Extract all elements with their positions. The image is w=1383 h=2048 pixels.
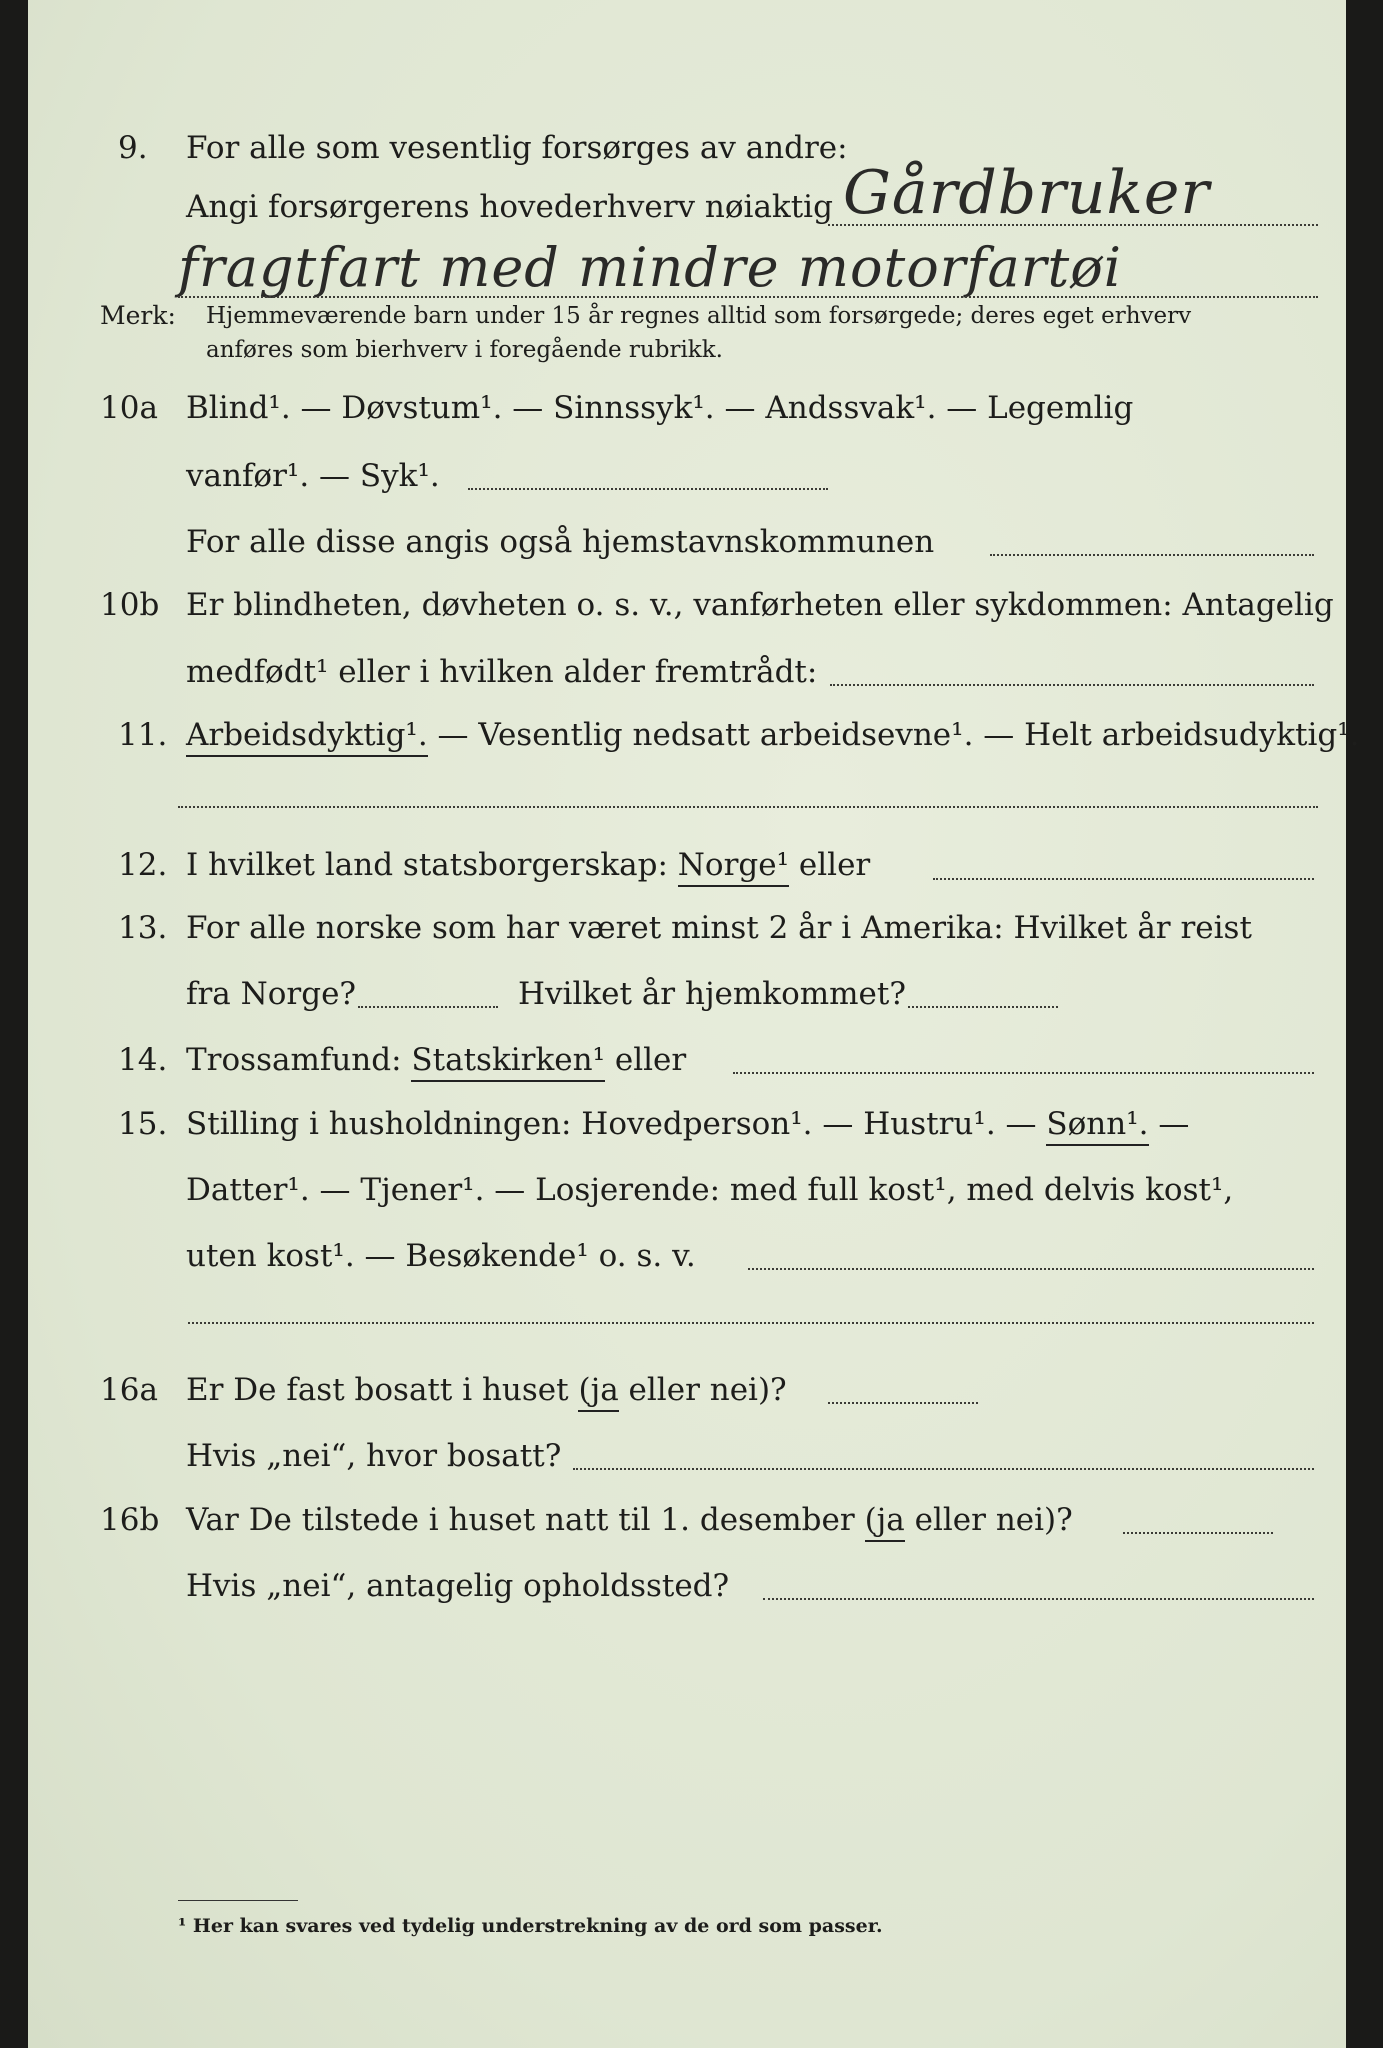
q14-text [186,1040,686,1080]
q9-number: 9. [118,130,148,166]
q12-answer-line [933,878,1314,880]
q12-question: I hvilket land statsborgerskap: [186,847,668,883]
q14-answer-line [733,1072,1314,1074]
q16b-line1a: Var De tilstede i huset natt til 1. desember [186,1502,855,1538]
q10a-line1: Blind¹. — Døvstum¹. — Sinnssyk¹. — Andssvak¹. — Legemlig [186,390,1134,426]
q10b-number: 10b [100,587,160,623]
q11-number: 11. [118,717,168,753]
q13-line2b: Hvilket år hjemkommet? [518,976,906,1012]
q16a-line1 [186,1370,787,1410]
q10a-line3: For alle disse angis også hjemstavnskommunen [186,524,935,560]
q12-number: 12. [118,847,168,883]
q15-option-sonn[interactable]: Sønn¹. [1046,1106,1148,1146]
q14-eller: eller [614,1042,687,1078]
q12-text [186,845,870,885]
q16a-line2: Hvis „nei“, hvor bosatt? [186,1438,562,1474]
footnote: ¹ Her kan svares ved tydelig understrekning av de ord som passer. [178,1915,883,1937]
q10a-line2: vanfør¹. — Syk¹. [186,458,440,494]
q16b-line1b: eller nei)? [914,1502,1073,1538]
q15-line2: Datter¹. — Tjener¹. — Losjerende: med full kost¹, med delvis kost¹, [186,1172,1234,1208]
q15-line1 [186,1104,1189,1144]
q9-handwritten-answer2: fragtfart med mindre motorfartøi [178,236,1122,299]
q13-number: 13. [118,910,168,946]
q16b-opholdssted-line [763,1598,1314,1600]
q16a-line1b: eller nei)? [628,1372,787,1408]
q9-line2: Angi forsørgerens hovederhverv nøiaktig [186,189,833,225]
q16a-line1a: Er De fast bosatt i huset [186,1372,569,1408]
q12-eller: eller [798,847,871,883]
q12-option-norge[interactable]: Norge¹ [678,847,789,887]
q15-extra-line [188,1322,1314,1324]
q15-answer-line [748,1268,1314,1270]
q16b-option-ja[interactable]: (ja [865,1502,905,1542]
q16a-answer-line [828,1402,978,1404]
q13-line2a: fra Norge? [186,976,357,1012]
q16b-line1 [186,1500,1073,1540]
footnote-rule [178,1900,298,1901]
q15-number: 15. [118,1106,168,1142]
q9-line1: For alle som vesentlig forsørges av andre: [186,130,848,166]
q11-option-arbeidsdyktig[interactable]: Arbeidsdyktig¹. [186,717,428,757]
q16b-line2: Hvis „nei“, antagelig opholdssted? [186,1568,730,1604]
q13-reist-line [358,1006,498,1008]
q9-answer-line1 [828,224,1318,226]
q10a-number: 10a [100,390,158,426]
q13-hjemkommet-line [908,1006,1058,1008]
census-form-page [28,0,1360,2048]
q16b-number: 16b [100,1502,160,1538]
q11-rest: — Vesentlig nedsatt arbeidsevne¹. — Helt arbeidsudyktig¹. [427,717,1360,753]
merk-line1: Hjemmeværende barn under 15 år regnes alltid som forsørgede; deres eget erhverv [206,303,1192,329]
q10a-answer-line [468,488,828,490]
q14-option-statskirken[interactable]: Statskirken¹ [411,1042,605,1082]
q11-answer-line [178,806,1318,808]
q9-handwritten-answer1: Gårdbruker [843,158,1211,228]
q14-number: 14. [118,1042,168,1078]
merk-label: Merk: [100,301,176,330]
q16b-answer-line [1123,1532,1273,1534]
q15-line1a: Stilling i husholdningen: Hovedperson¹. — Hustru¹. — [186,1106,1037,1142]
q10a-kommune-line [990,554,1314,556]
q14-question: Trossamfund: [186,1042,402,1078]
q16a-number: 16a [100,1372,158,1408]
q10b-line1: Er blindheten, døvheten o. s. v., vanførheten eller sykdommen: Antagelig [186,587,1334,623]
merk-line2: anføres som bierhverv i foregående rubrikk. [206,337,723,363]
q13-line1: For alle norske som har været minst 2 år i Amerika: Hvilket år reist [186,910,1252,946]
q15-line3: uten kost¹. — Besøkende¹ o. s. v. [186,1238,696,1274]
q15-line1b: — [1158,1106,1190,1142]
q10b-line2: medfødt¹ eller i hvilken alder fremtrådt: [186,654,818,690]
q11-text [186,715,1360,755]
q10b-answer-line [830,684,1314,686]
q16a-bosatt-line [573,1468,1314,1470]
q16a-option-ja[interactable]: (ja [578,1372,618,1412]
q9-answer-line2 [178,296,1318,298]
